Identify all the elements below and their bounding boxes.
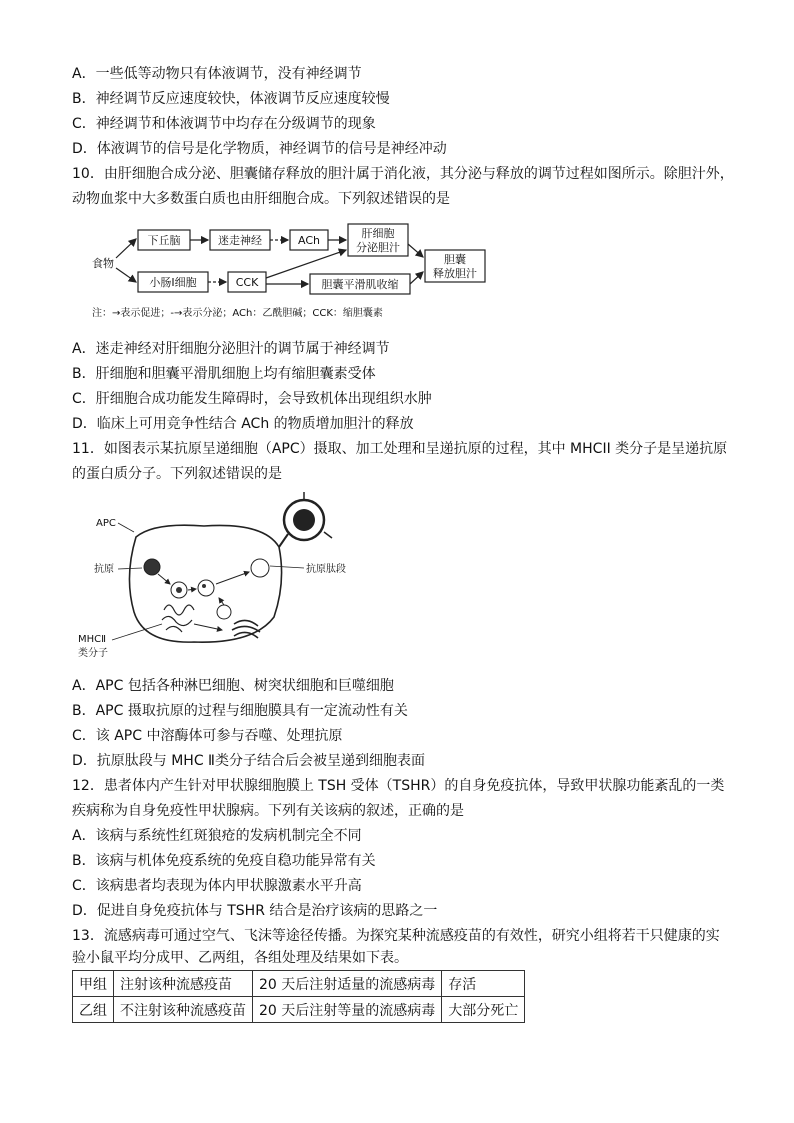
liver-label-2: 分泌胆汁 (356, 241, 400, 254)
q13-stem-line2: 验小鼠平均分成甲、乙两组，各组处理及结果如下表。 (72, 950, 408, 966)
q11-stem-line1: 11．如图表示某抗原呈递细胞（APC）摄取、加工处理和呈递抗原的过程，其中 MHCII 类分子是呈递抗原 (72, 441, 728, 457)
table-row (73, 971, 525, 997)
q12-option-a: A．该病与系统性红斑狼疮的发病机制完全不同 (72, 828, 362, 844)
q10-option-d: D．临床上可用竞争性结合 ACh 的物质增加胆汁的释放 (72, 416, 414, 432)
gallbladder-label-1: 胆囊 (444, 253, 466, 266)
mhc-label-1: MHCⅡ (78, 634, 107, 645)
antigen-particle (144, 559, 160, 575)
q9-option-b: B．神经调节反应速度较快，体液调节反应速度较慢 (72, 91, 390, 107)
q9-option-a: A．一些低等动物只有体液调节，没有神经调节 (72, 66, 362, 82)
apc-label: APC (96, 518, 116, 529)
table-row (73, 997, 525, 1023)
q12-option-c: C．该病患者均表现为体内甲状腺激素水平升高 (72, 878, 362, 894)
table-cell: 甲组 (73, 971, 114, 997)
q10-option-b: B．肝细胞和胆囊平滑肌细胞上均有缩胆囊素受体 (72, 366, 376, 382)
table-cell: 20 天后注射等量的流感病毒 (253, 997, 442, 1023)
q11-stem-line2: 的蛋白质分子。下列叙述错误的是 (72, 466, 282, 482)
q12-option-d: D．促进自身免疫抗体与 TSHR 结合是治疗该病的思路之一 (72, 903, 438, 919)
q11-option-b: B．APC 摄取抗原的过程与细胞膜具有一定流动性有关 (72, 703, 408, 719)
q9-option-d: D．体液调节的信号是化学物质，神经调节的信号是神经冲动 (72, 141, 447, 157)
antigen-label: 抗原 (94, 564, 114, 575)
mhc-label-2: 类分子 (78, 648, 108, 659)
q11-option-c: C．该 APC 中溶酶体可参与吞噬、处理抗原 (72, 728, 343, 744)
table-cell: 20 天后注射适量的流感病毒 (253, 971, 442, 997)
intestine-label: 小肠Ⅰ细胞 (149, 276, 197, 289)
gallbladder-label-2: 释放胆汁 (433, 267, 477, 280)
q13-results-table (72, 970, 525, 1023)
q12-option-b: B．该病与机体免疫系统的免疫自稳功能异常有关 (72, 853, 376, 869)
table-cell: 乙组 (73, 997, 114, 1023)
diagram-note: 注：→表示促进；-→表示分泌；ACh：乙酰胆碱；CCK：缩胆囊素 (92, 308, 383, 319)
q10-option-c: C．肝细胞合成功能发生障碍时，会导致机体出现组织水肿 (72, 391, 432, 407)
food-label: 食物 (92, 257, 114, 270)
q12-stem-line2: 疾病称为自身免疫性甲状腺病。下列有关该病的叙述，正确的是 (72, 803, 464, 819)
hypothalamus-label: 下丘脑 (147, 234, 181, 247)
q11-option-a: A．APC 包括各种淋巴细胞、树突状细胞和巨噬细胞 (72, 678, 394, 694)
ach-label: ACh (298, 234, 320, 247)
table-cell: 注射该种流感疫苗 (114, 971, 253, 997)
liver-label-1: 肝细胞 (361, 227, 395, 240)
q10-stem-line1: 10．由肝细胞合成分泌、胆囊储存释放的胆汁属于消化液，其分泌与释放的调节过程如图所示。除胆汁外， (72, 166, 734, 182)
q13-stem-line1: 13．流感病毒可通过空气、飞沫等途径传播。为探究某种流感疫苗的有效性，研究小组将若干只健康的实 (72, 928, 720, 944)
q10-option-a: A．迷走神经对肝细胞分泌胆汁的调节属于神经调节 (72, 341, 390, 357)
q11-option-d: D．抗原肽段与 MHC Ⅱ类分子结合后会被呈递到细胞表面 (72, 753, 425, 769)
table-cell: 大部分死亡 (442, 997, 525, 1023)
table-cell: 不注射该种流感疫苗 (114, 997, 253, 1023)
apc-diagram (74, 492, 374, 664)
bile-regulation-diagram (90, 222, 510, 324)
q9-option-c: C．神经调节和体液调节中均存在分级调节的现象 (72, 116, 376, 132)
table-cell: 存活 (442, 971, 525, 997)
q12-stem-line1: 12．患者体内产生针对甲状腺细胞膜上 TSH 受体（TSHR）的自身免疫抗体，导致甲状腺功能紊乱的一类 (72, 778, 725, 794)
peptide-label: 抗原肽段 (306, 564, 346, 575)
cck-label: CCK (235, 276, 259, 289)
q10-stem-line2: 动物血浆中大多数蛋白质也由肝细胞合成。下列叙述错误的是 (72, 191, 450, 207)
muscle-label: 胆囊平滑肌收缩 (321, 278, 399, 291)
vagus-label: 迷走神经 (218, 234, 262, 247)
